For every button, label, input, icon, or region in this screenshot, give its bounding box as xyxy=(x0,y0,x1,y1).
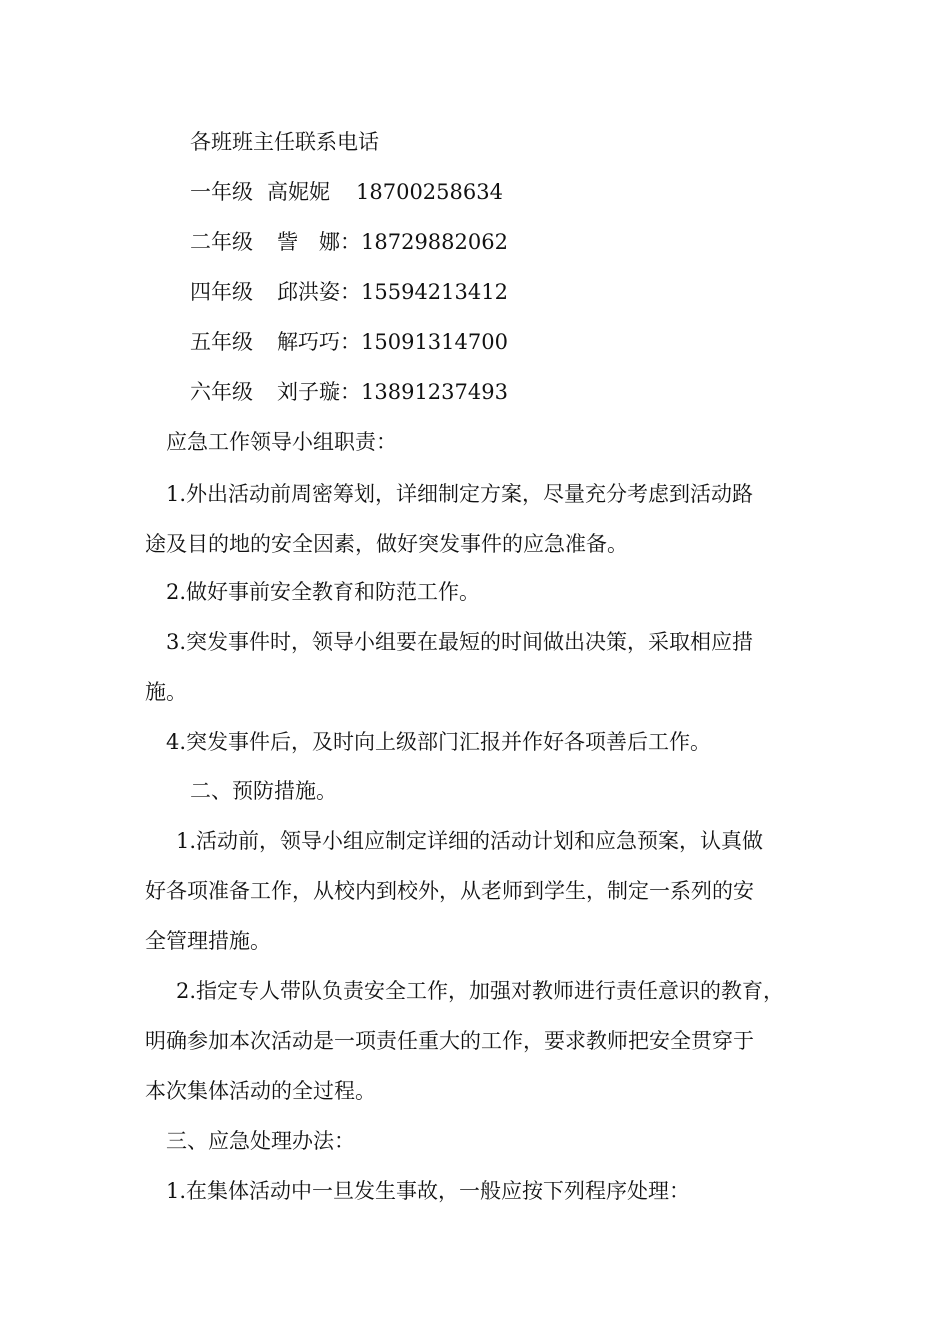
paragraph-line: 途及目的地的安全因素，做好突发事件的应急准备。 xyxy=(145,532,628,556)
contact-row xyxy=(190,378,508,406)
paragraph-line: 1.在集体活动中一旦发生事故，一般应按下列程序处理： xyxy=(166,1179,691,1203)
contact-name: 高妮妮 xyxy=(267,180,330,204)
contact-phone: 15594213412 xyxy=(361,280,508,304)
paragraph-line: 好各项准备工作，从校内到校外，从老师到学生，制定一系列的安 xyxy=(145,879,754,903)
contact-row xyxy=(190,228,508,256)
section-heading: 二、预防措施。 xyxy=(190,779,337,803)
contact-grade: 五年级 xyxy=(190,330,253,354)
paragraph-line: 3.突发事件时，领导小组要在最短的时间做出决策，采取相应措 xyxy=(166,630,754,654)
contact-phone: 13891237493 xyxy=(361,380,508,404)
contact-row xyxy=(190,278,508,306)
contact-name: 訾 娜： xyxy=(277,230,361,254)
duties-heading: 应急工作领导小组职责： xyxy=(166,430,397,454)
paragraph-line: 1.外出活动前周密筹划，详细制定方案，尽量充分考虑到活动路 xyxy=(166,482,754,506)
paragraph-line: 2.做好事前安全教育和防范工作。 xyxy=(166,580,481,604)
contact-phone: 18729882062 xyxy=(361,230,508,254)
contact-name: 刘子璇： xyxy=(277,380,361,404)
paragraph-line: 本次集体活动的全过程。 xyxy=(145,1079,376,1103)
paragraph-line: 施。 xyxy=(145,680,187,704)
section-heading: 三、应急处理办法： xyxy=(166,1129,355,1153)
contact-row xyxy=(190,328,508,356)
contact-grade: 二年级 xyxy=(190,230,253,254)
paragraph-line: 2.指定专人带队负责安全工作，加强对教师进行责任意识的教育， xyxy=(176,979,785,1003)
contact-grade: 六年级 xyxy=(190,380,253,404)
contact-name: 邱洪姿： xyxy=(277,280,361,304)
contact-row xyxy=(190,178,503,206)
contact-phone: 15091314700 xyxy=(361,330,508,354)
contact-phone: 18700258634 xyxy=(356,180,503,204)
paragraph-line: 全管理措施。 xyxy=(145,929,271,953)
contact-grade: 一年级 xyxy=(190,180,253,204)
paragraph-line: 明确参加本次活动是一项责任重大的工作，要求教师把安全贯穿于 xyxy=(145,1029,754,1053)
paragraph-line: 1.活动前，领导小组应制定详细的活动计划和应急预案，认真做 xyxy=(176,829,764,853)
contact-grade: 四年级 xyxy=(190,280,253,304)
paragraph-line: 4.突发事件后，及时向上级部门汇报并作好各项善后工作。 xyxy=(166,730,712,754)
contact-name: 解巧巧： xyxy=(277,330,361,354)
contacts-heading: 各班班主任联系电话 xyxy=(190,130,379,154)
